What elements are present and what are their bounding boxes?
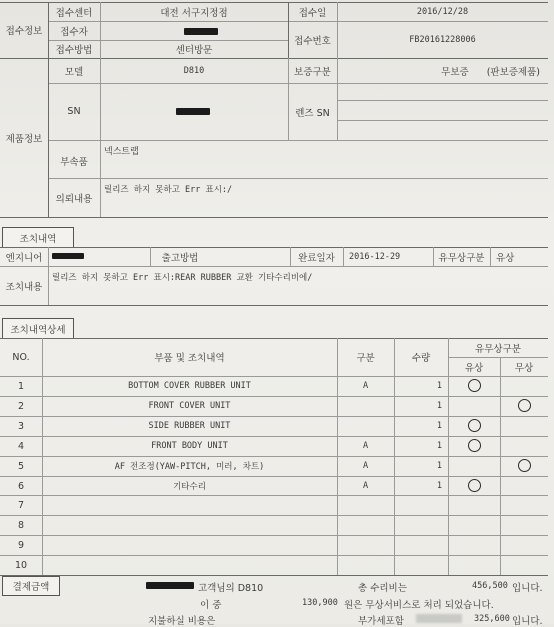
row-parts: SIDE RUBBER UNIT [148,421,231,431]
row-parts [42,515,337,535]
row-qty [394,535,448,555]
free-mark [518,459,531,472]
lens-sn-label: 렌즈 SN [295,107,330,119]
row-qty [394,515,448,535]
row-parts: FRONT COVER UNIT [148,401,231,411]
free-mark [518,399,531,412]
date-value: 2016/12/28 [416,6,469,17]
blurred-field [416,614,462,623]
redaction [146,582,194,589]
rule [0,217,548,218]
pay-unit: 입니다. [512,616,543,627]
row-qty: 1 [436,441,442,451]
pay-label: 지불하실 비용은 [148,616,216,627]
col-paid-header: 유상 [464,362,484,374]
center-label: 접수센터 [55,7,93,19]
redaction [184,28,218,35]
ship-method-label: 출고방법 [161,252,199,264]
row-no: 5 [17,460,25,472]
row-qty: 1 [436,401,442,411]
row-parts: AF 전조정(YAW-PITCH, 미러, 차트) [114,462,265,472]
rule [48,247,49,305]
row-parts: FRONT BODY UNIT [151,441,228,451]
customer-suffix: 고객님의 D810 [198,583,264,594]
model-value: D810 [183,65,205,76]
free-amount: 130,900 [302,598,338,608]
col-type-header: 구분 [356,353,375,364]
free-text: 원은 무상서비스로 처리 되었습니다. [344,600,494,611]
row-no: 8 [17,519,25,531]
row-qty: 1 [436,421,442,431]
rule [0,575,548,576]
row-qty: 1 [436,381,442,391]
row-type [337,555,394,575]
row-qty: 1 [436,481,442,491]
complete-date-value: 2016-12-29 [349,251,401,262]
col-paid-group-header: 유무상구분 [475,343,521,355]
number-label: 접수번호 [294,35,331,47]
rule [500,357,501,575]
rule [48,178,548,179]
row-type [337,396,394,416]
receiver-label: 접수자 [60,26,88,38]
total-unit: 입니다. [512,583,543,594]
row-type: A [362,441,369,451]
sn-label: SN [67,106,81,117]
redaction [176,108,210,115]
row-parts [42,495,337,515]
complete-date-label: 완료일자 [298,252,335,264]
warranty-value: 무보증 [441,66,469,78]
accessory-value: 넥스트랩 [104,147,139,157]
paid-mark [468,439,481,452]
warranty-label: 보증구분 [294,66,331,78]
row-no: 6 [17,480,25,492]
product-section-label: 제품정보 [5,133,43,145]
row-qty [394,495,448,515]
row-type: A [362,381,369,391]
rule [0,305,548,306]
paid-type-label: 유무상구분 [438,252,485,264]
warranty-value-cell [337,58,548,83]
row-type [337,416,394,436]
col-free-header: 무상 [514,362,534,374]
row-parts [42,555,337,575]
request-label: 의뢰내용 [55,193,93,205]
row-type [337,495,394,515]
col-qty-header: 수량 [411,353,431,364]
row-no: 3 [17,420,25,432]
rule [48,140,548,141]
method-value: 센터방문 [175,45,213,56]
row-qty [394,555,448,575]
vat-label: 부가세포함 [358,616,404,627]
row-no: 1 [17,380,25,392]
row-type: A [362,481,369,491]
reception-section-label: 접수정보 [5,26,43,37]
request-value: 릴리즈 하지 못하고 Err 표시:/ [104,185,233,195]
tab-action[interactable]: 조치내역 [2,227,74,247]
row-parts: 기타수리 [173,482,206,492]
col-no-header: NO. [12,351,30,363]
row-type [337,535,394,555]
row-no: 4 [17,440,25,452]
row-no: 9 [17,539,25,551]
row-parts [42,535,337,555]
number-value: FB20161228006 [409,34,476,45]
model-label: 모델 [64,66,84,78]
paid-mark [468,479,481,492]
paid-type-value: 유상 [496,252,515,264]
content-value: 릴리즈 하지 못하고 Err 표시:REAR RUBBER 교환 기타수리비에/ [52,273,313,283]
rule [337,100,548,101]
paid-mark [468,379,481,392]
redaction [52,253,84,259]
row-no: 2 [17,400,25,412]
row-type [337,515,394,535]
rule [0,266,548,267]
tab-detail[interactable]: 조치내역상세 [2,318,74,338]
pay-value: 325,600 [474,614,510,624]
row-parts: BOTTOM COVER RUBBER UNIT [128,381,251,391]
total-value: 456,500 [472,581,508,591]
col-parts-header: 부품 및 조치내역 [154,353,225,364]
content-label: 조치내용 [5,281,43,293]
accessory-label: 부속품 [60,157,88,168]
method-label: 접수방법 [55,45,93,56]
payment-label: 결제금액 [2,576,60,596]
date-label: 접수일 [298,7,327,19]
row-type: A [362,461,369,471]
rule [337,120,548,121]
center-value: 대전 서구지정점 [160,7,228,19]
total-label: 총 수리비는 [358,583,407,594]
row-no: 10 [14,559,28,571]
row-no: 7 [17,499,25,511]
paid-mark [468,419,481,432]
engineer-label: 엔지니어 [5,252,43,264]
row-qty: 1 [436,461,442,471]
warranty-note: (판보증제품) [486,66,540,78]
of-which-label: 이 중 [200,600,222,611]
